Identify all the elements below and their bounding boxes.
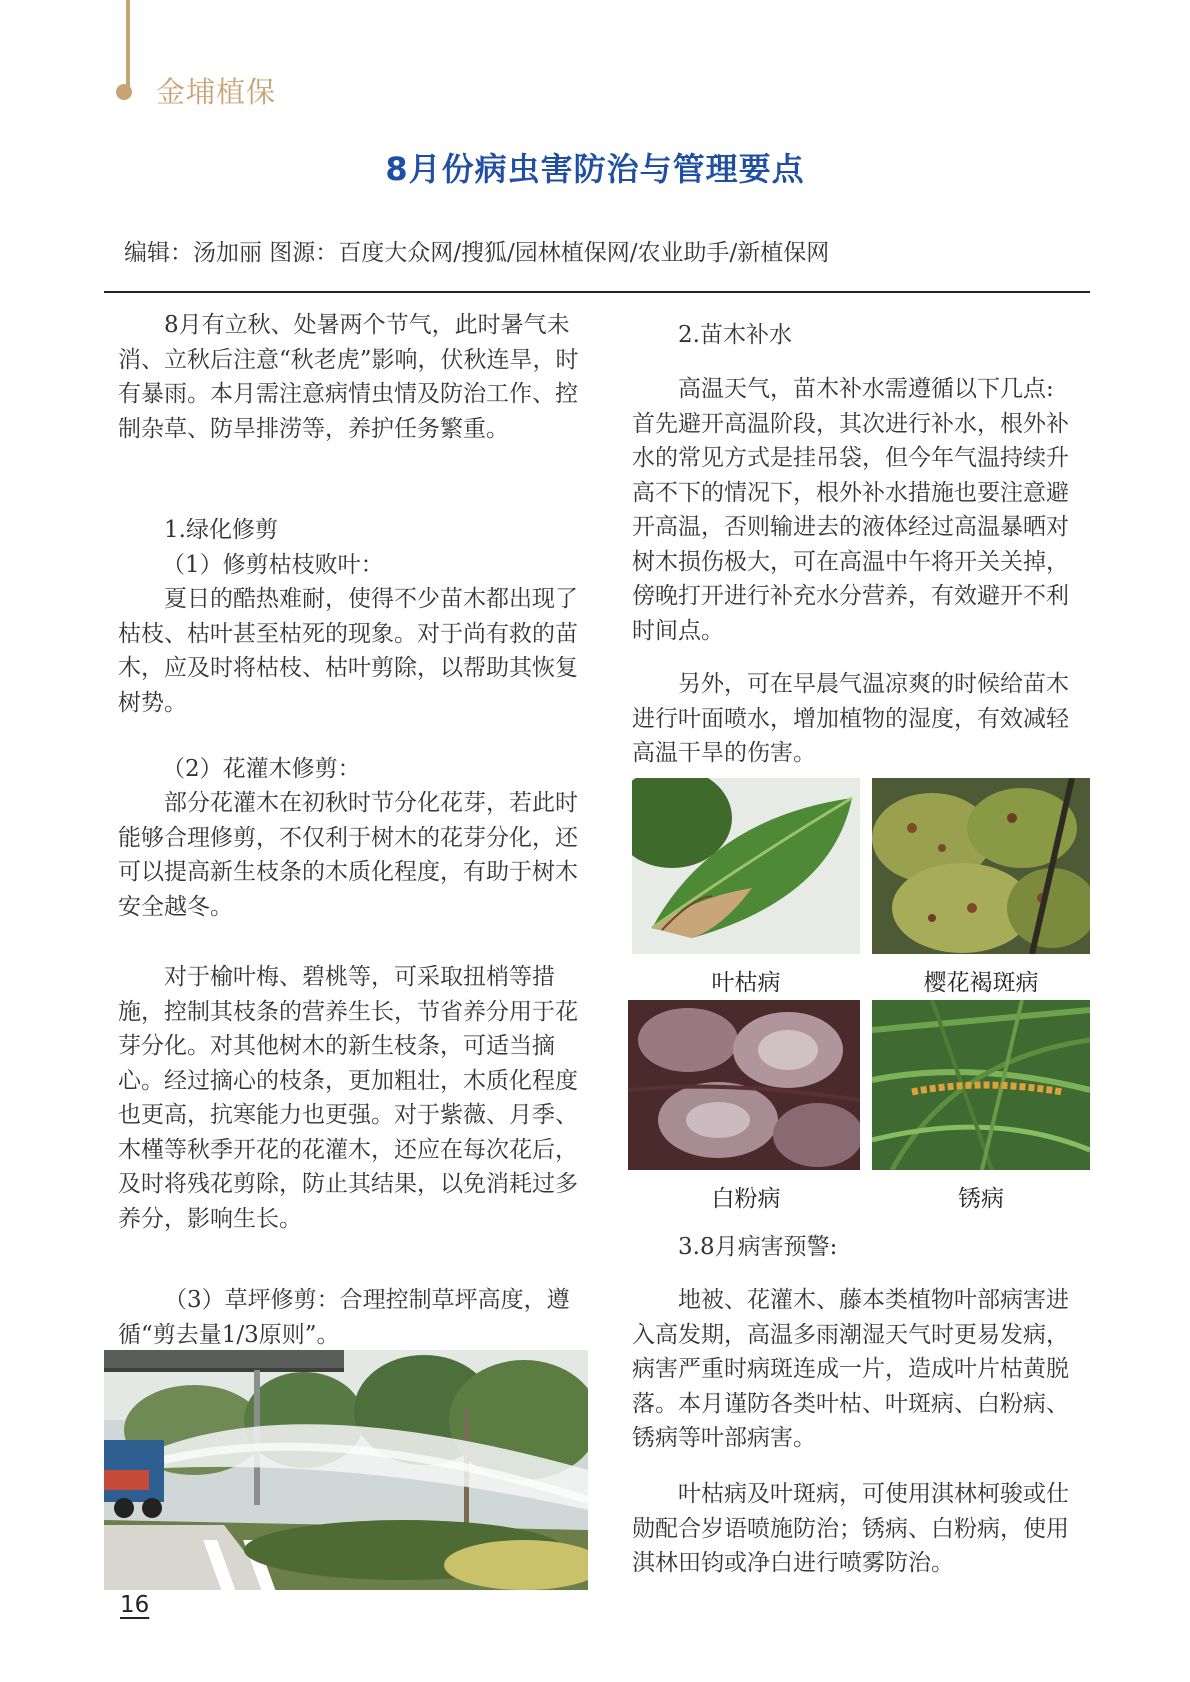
section-3-text: 地被、花灌木、藤本类植物叶部病害进入高发期，高温多雨潮湿天气时更易发病，病害严重时病斑连成一片，造成叶片枯黄脱落。本月谨防各类叶枯、叶斑病、白粉病、锈病等叶部病害。 <box>632 1287 1069 1451</box>
subsection-2-text: 部分花灌木在初秋时节分化花芽，若此时能够合理修剪，不仅利于树木的花芽分化，还可以提高新生枝条的木质化程度，有助于树木安全越冬。 <box>118 790 578 920</box>
caption-rust: 锈病 <box>958 1186 1004 1212</box>
cherry-brown-spot-photo <box>872 778 1090 954</box>
section-3-title: 3.8月病害预警: <box>678 1234 838 1260</box>
section-2-title: 2.苗木补水 <box>678 322 792 348</box>
section-1-title: 1.绿化修剪 <box>164 517 278 543</box>
cherry-brown-spot-illustration <box>872 778 1090 954</box>
brand-name: 金埔植保 <box>156 75 277 109</box>
section-2-text-2: 另外，可在早晨气温凉爽的时候给苗木进行叶面喷水，增加植物的湿度，有效减轻高温干旱的伤害。 <box>632 671 1069 766</box>
rust-disease-photo <box>872 1000 1090 1170</box>
leaf-blight-illustration <box>632 778 860 954</box>
subsection-1-title: （1）修剪枯枝败叶： <box>162 552 384 578</box>
powdery-mildew-photo <box>628 1000 860 1170</box>
article-title: 8月份病虫害防治与管理要点 <box>385 150 805 188</box>
watering-truck-illustration <box>104 1350 588 1590</box>
caption-leaf-blight: 叶枯病 <box>711 970 781 996</box>
leaf-blight-photo <box>632 778 860 954</box>
watering-truck-photo <box>104 1350 588 1590</box>
header-accent-dot <box>116 84 132 100</box>
caption-cherry-brown-spot: 樱花褐斑病 <box>923 970 1039 996</box>
intro-paragraph: 8月有立秋、处暑两个节气，此时暑气未消、立秋后注意“秋老虎”影响，伏秋连旱，时有暴雨。本月需注意病情虫情及防治工作、控制杂草、防旱排涝等，养护任务繁重。 <box>118 312 579 442</box>
subsection-2-text-2: 对于榆叶梅、碧桃等，可采取扭梢等措施，控制其枝条的营养生长，节省养分用于花芽分化。对其他树木的新生枝条，可适当摘心。经过摘心的枝条，更加粗壮，木质化程度也更高，抗寒能力也更强。对于紫薇、月季、木槿等秋季开花的花灌木，还应在每次花后，及时将残花剪除，防止其结果，以免消耗过多养分，影响生长。 <box>118 964 578 1232</box>
subsection-1-text: 夏日的酷热难耐，使得不少苗木都出现了枯枝、枯叶甚至枯死的现象。对于尚有救的苗木，应及时将枯枝、枯叶剪除，以帮助其恢复树势。 <box>118 586 578 716</box>
subsection-2-title: （2）花灌木修剪： <box>162 756 361 782</box>
page-number: 16 <box>120 1592 150 1618</box>
caption-powdery-mildew: 白粉病 <box>711 1186 781 1212</box>
powdery-mildew-illustration <box>628 1000 860 1170</box>
rust-disease-illustration <box>872 1000 1090 1170</box>
section-3-text-2: 叶枯病及叶斑病，可使用淇林柯骏或仕勋配合岁语喷施防治；锈病、白粉病，使用淇林田钧或净白进行喷雾防治。 <box>632 1481 1069 1576</box>
subsection-3-text: （3）草坪修剪：合理控制草坪高度，遵循“剪去量1/3原则”。 <box>118 1287 570 1348</box>
article-credit: 编辑：汤加丽 图源：百度大众网/搜狐/园林植保网/农业助手/新植保网 <box>124 240 830 266</box>
header-accent-bar <box>126 0 130 88</box>
header-divider <box>104 291 1090 293</box>
section-2-text: 高温天气，苗木补水需遵循以下几点:首先避开高温阶段，其次进行补水，根外补水的常见方式是挂吊袋，但今年气温持续升高不下的情况下，根外补水措施也要注意避开高温，否则输进去的液体经过高温暴晒对树木损伤极大，可在高温中午将开关关掉，傍晚打开进行补充水分营养，有效避开不利时间点。 <box>632 376 1069 644</box>
